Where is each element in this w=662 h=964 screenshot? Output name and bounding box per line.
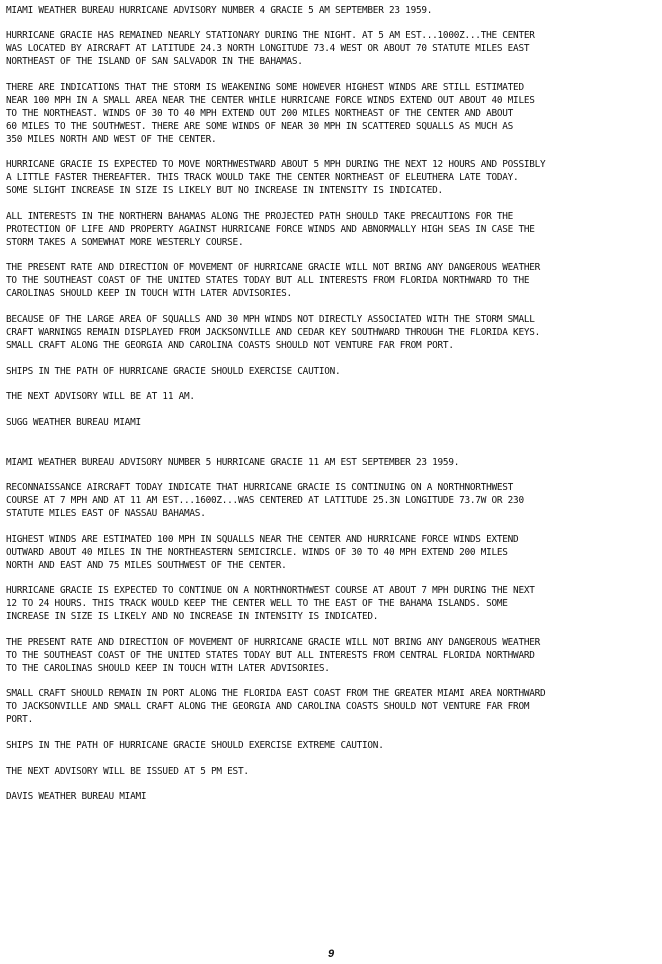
text-line: NEAR 100 MPH IN A SMALL AREA NEAR THE CENTER WHILE HURRICANE FORCE WINDS EXTEND OUT ABOUT 40 MILES [6, 94, 535, 106]
advisory-number-4 [6, 4, 656, 441]
text-line: TO THE NORTHEAST. WINDS OF 30 TO 40 MPH EXTEND OUT 200 MILES NORTHEAST OF THE CENTER AND ABOUT [6, 107, 514, 119]
text-line: THE NEXT ADVISORY WILL BE AT 11 AM. [6, 391, 195, 403]
text-line: STATUTE MILES EAST OF NASSAU BAHAMAS. [6, 508, 206, 519]
text-line: BECAUSE OF THE LARGE AREA OF SQUALLS AND 30 MPH WINDS NOT DIRECTLY ASSOCIATED WITH THE STORM SMALL [6, 313, 535, 325]
advisory-paragraph [6, 390, 656, 403]
text-line: THERE ARE INDICATIONS THAT THE STORM IS WEAKENING SOME HOWEVER HIGHEST WINDS ARE STILL ESTIMATED [6, 81, 524, 93]
text-line: SOME SLIGHT INCREASE IN SIZE IS LIKELY BUT NO INCREASE IN INTENSITY IS INDICATED. [6, 185, 443, 197]
text-line: HURRICANE GRACIE IS EXPECTED TO MOVE NORTHWESTWARD ABOUT 5 MPH DURING THE NEXT 12 HOURS AND POSSIBLY [6, 159, 546, 171]
text-line: THE PRESENT RATE AND DIRECTION OF MOVEMENT OF HURRICANE GRACIE WILL NOT BRING ANY DANGEROUS WEATHER [6, 262, 541, 274]
text-line: A LITTLE FASTER THEREAFTER. THIS TRACK WOULD TAKE THE CENTER NORTHEAST OF ELEUTHERA LATE TODAY. [6, 172, 519, 184]
text-line: PORT. [6, 714, 33, 726]
advisory-paragraph [6, 765, 656, 778]
advisory-paragraph [6, 81, 656, 146]
advisory-paragraph [6, 481, 656, 520]
text-line: HIGHEST WINDS ARE ESTIMATED 100 MPH IN SQUALLS NEAR THE CENTER AND HURRICANE FORCE WINDS EXTEND [6, 533, 519, 545]
text-line: CAROLINAS SHOULD KEEP IN TOUCH WITH LATER ADVISORIES. [6, 288, 292, 300]
advisory-header: MIAMI WEATHER BUREAU ADVISORY NUMBER 5 HURRICANE GRACIE 11 AM EST SEPTEMBER 23 1959. [6, 457, 460, 468]
advisory-paragraph [6, 313, 656, 352]
advisory-number-5 [6, 456, 656, 816]
text-line: SUGG WEATHER BUREAU MIAMI [6, 416, 141, 428]
text-line: TO THE SOUTHEAST COAST OF THE UNITED STATES TODAY BUT ALL INTERESTS FROM CENTRAL FLORIDA NORTHWARD [6, 649, 535, 661]
text-line: INCREASE IN SIZE IS LIKELY AND NO INCREASE IN INTENSITY IS INDICATED. [6, 611, 379, 623]
text-line: THE PRESENT RATE AND DIRECTION OF MOVEMENT OF HURRICANE GRACIE WILL NOT BRING ANY DANGEROUS WEATHER [6, 636, 541, 648]
text-line: COURSE AT 7 MPH AND AT 11 AM EST...1600Z...WAS CENTERED AT LATITUDE 25.3N LONGITUDE 73.7W OR 230 [6, 495, 524, 506]
text-line: WAS LOCATED BY AIRCRAFT AT LATITUDE 24.3 NORTH LONGITUDE 73.4 WEST OR ABOUT 70 STATUTE MILES EAST [6, 43, 530, 54]
advisory-paragraph [6, 29, 656, 68]
text-line: OUTWARD ABOUT 40 MILES IN THE NORTHEASTERN SEMICIRCLE. WINDS OF 30 TO 40 MPH EXTEND 200 MILES [6, 546, 508, 558]
advisory-signature [6, 790, 656, 803]
text-line: DAVIS WEATHER BUREAU MIAMI [6, 791, 147, 803]
text-line: 12 TO 24 HOURS. THIS TRACK WOULD KEEP THE CENTER WELL TO THE EAST OF THE BAHAMA ISLANDS. SOME [6, 598, 508, 610]
text-line: SMALL CRAFT SHOULD REMAIN IN PORT ALONG THE FLORIDA EAST COAST FROM THE GREATER MIAMI AREA NORTHWARD [6, 688, 546, 700]
text-line: STORM TAKES A SOMEWHAT MORE WESTERLY COURSE. [6, 236, 244, 248]
advisory-paragraph [6, 636, 656, 675]
text-line: TO THE CAROLINAS SHOULD KEEP IN TOUCH WITH LATER ADVISORIES. [6, 662, 330, 674]
advisory-header: MIAMI WEATHER BUREAU HURRICANE ADVISORY NUMBER 4 GRACIE 5 AM SEPTEMBER 23 1959. [6, 5, 433, 16]
text-line: TO JACKSONVILLE AND SMALL CRAFT ALONG THE GEORGIA AND CAROLINA COASTS SHOULD NOT VENTURE FAR FROM [6, 701, 530, 713]
text-line: HURRICANE GRACIE IS EXPECTED TO CONTINUE ON A NORTHNORTHWEST COURSE AT ABOUT 7 MPH DURING THE NEXT [6, 585, 535, 597]
advisory-paragraph [6, 210, 656, 249]
advisory-paragraph [6, 533, 656, 572]
text-line: THE NEXT ADVISORY WILL BE ISSUED AT 5 PM EST. [6, 765, 249, 777]
text-line: CRAFT WARNINGS REMAIN DISPLAYED FROM JACKSONVILLE AND CEDAR KEY SOUTHWARD THROUGH THE FLORIDA KEYS. [6, 326, 541, 338]
advisory-paragraph [6, 158, 656, 197]
advisory-paragraph [6, 739, 656, 752]
text-line: PROTECTION OF LIFE AND PROPERTY AGAINST HURRICANE FORCE WINDS AND ABNORMALLY HIGH SEAS IN CASE THE [6, 223, 535, 235]
text-line: NORTHEAST OF THE ISLAND OF SAN SALVADOR IN THE BAHAMAS. [6, 56, 303, 67]
text-line: SHIPS IN THE PATH OF HURRICANE GRACIE SHOULD EXERCISE EXTREME CAUTION. [6, 739, 384, 751]
advisory-paragraph [6, 687, 656, 726]
text-line: SHIPS IN THE PATH OF HURRICANE GRACIE SHOULD EXERCISE CAUTION. [6, 365, 341, 377]
text-line: NORTH AND EAST AND 75 MILES SOUTHWEST OF THE CENTER. [6, 559, 287, 571]
advisory-signature [6, 416, 656, 429]
text-line: RECONNAISSANCE AIRCRAFT TODAY INDICATE THAT HURRICANE GRACIE IS CONTINUING ON A NORTHNORTHWEST [6, 482, 514, 493]
text-line: SMALL CRAFT ALONG THE GEORGIA AND CAROLINA COASTS SHOULD NOT VENTURE FAR FROM PORT. [6, 339, 454, 351]
text-line: 60 MILES TO THE SOUTHWEST. THERE ARE SOME WINDS OF NEAR 30 MPH IN SCATTERED SQUALLS AS MUCH AS [6, 120, 514, 132]
text-line: HURRICANE GRACIE HAS REMAINED NEARLY STATIONARY DURING THE NIGHT. AT 5 AM EST...1000Z...THE CENTER [6, 30, 535, 41]
page-number: 9 [327, 948, 335, 960]
advisory-paragraph [6, 584, 656, 623]
text-line: 350 MILES NORTH AND WEST OF THE CENTER. [6, 133, 217, 145]
advisory-paragraph [6, 261, 656, 300]
advisory-paragraph [6, 365, 656, 378]
text-line: TO THE SOUTHEAST COAST OF THE UNITED STATES TODAY BUT ALL INTERESTS FROM FLORIDA NORTHWARD TO THE [6, 275, 530, 287]
text-line: ALL INTERESTS IN THE NORTHERN BAHAMAS ALONG THE PROJECTED PATH SHOULD TAKE PRECAUTIONS FOR THE [6, 210, 514, 222]
